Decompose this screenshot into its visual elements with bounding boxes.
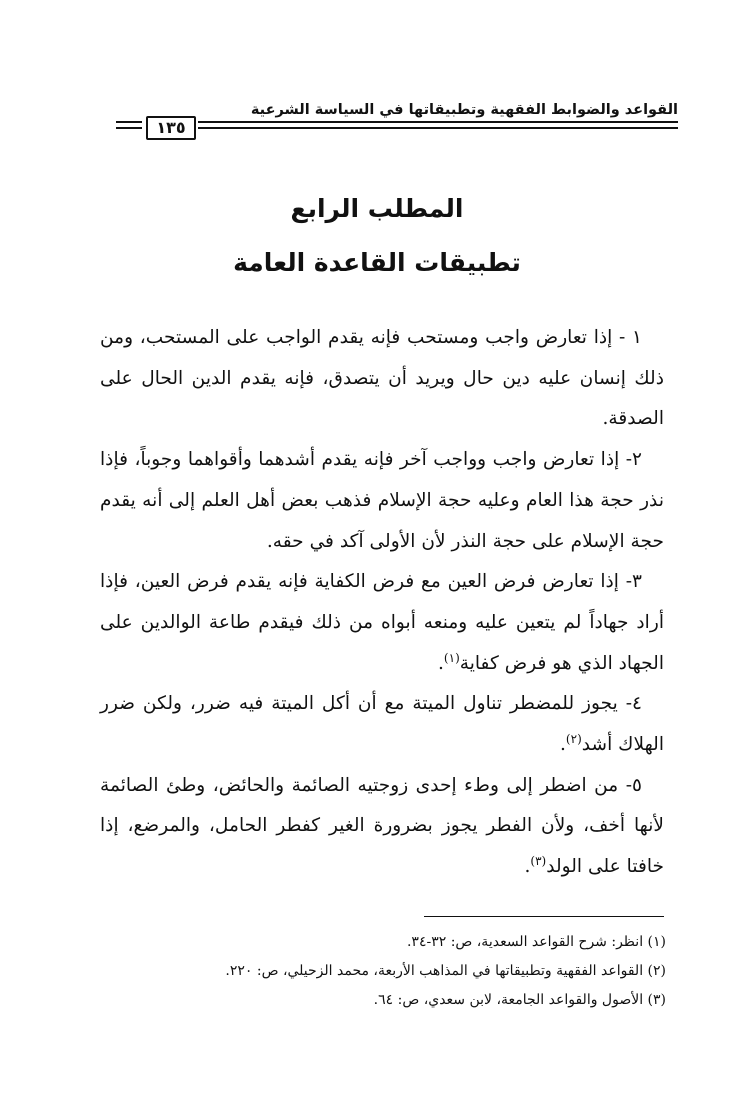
paragraph-end: . xyxy=(560,734,566,756)
footnote-ref: (٢) xyxy=(565,732,582,747)
footnotes xyxy=(120,928,666,1015)
paragraph xyxy=(100,562,664,684)
section-subheading: تطبيقات القاعدة العامة xyxy=(233,248,521,277)
paragraph-text: ١ - إذا تعارض واجب ومستحب فإنه يقدم الواجب على المستحب، ومن ذلك إنسان عليه دين حال ويريد أن يتصدق، فإنه يقدم الدين الحال على الصدقة. xyxy=(100,327,664,430)
footnote-ref: (٣) xyxy=(530,854,547,869)
paragraph xyxy=(100,318,664,440)
page-number: ١٣٥ xyxy=(146,116,196,140)
book-title: القواعد والضوابط الفقهية وتطبيقاتها في السياسة الشرعية xyxy=(250,102,678,118)
paragraph xyxy=(100,684,664,765)
footnote: (٣) الأصول والقواعد الجامعة، لابن سعدي، ص: ٦٤. xyxy=(373,992,666,1008)
footnote: (١) انظر: شرح القواعد السعدية، ص: ٣٢-٣٤. xyxy=(406,934,666,950)
header-rule-long-top xyxy=(198,121,678,123)
header-rule-long-bottom xyxy=(198,127,678,129)
footnote-ref: (١) xyxy=(443,650,460,665)
footnote-separator xyxy=(424,916,664,917)
paragraph xyxy=(100,766,664,888)
paragraph xyxy=(100,440,664,562)
paragraph-text: ٥- من اضطر إلى وطء إحدى زوجتيه الصائمة والحائض، وطئ الصائمة لأنها أخف، ولأن الفطر يجوز بضرورة الغير كفطر الحامل، والمرضع، إذا خافتا على الولد xyxy=(100,774,664,878)
paragraph-end: . xyxy=(438,652,444,674)
header-rule-short-bottom xyxy=(116,127,142,129)
paragraph-end: . xyxy=(524,856,531,878)
paragraph-text: ٣- إذا تعارض فرض العين مع فرض الكفاية فإنه يقدم فرض العين، فإذا أراد جهاداً لم يتعين عليه ومنعه أبواه من ذلك فيقدم طاعة الوالدين على الجهاد الذي هو فرض كفاية xyxy=(100,571,664,674)
paragraph-text: ٤- يجوز للمضطر تناول الميتة مع أن أكل الميتة فيه ضرر، ولكن ضرر الهلاك أشد xyxy=(100,693,664,756)
header-rule-short-top xyxy=(116,121,142,123)
paragraph-text: ٢- إذا تعارض واجب وواجب آخر فإنه يقدم أشدهما وأقواهما وجوباً، فإذا نذر حجة هذا العام وعليه حجة الإسلام فذهب بعض أهل العلم إلى أنه يقدم حجة الإسلام على حجة النذر لأن الأولى آكد في حقه. xyxy=(100,449,664,552)
running-header xyxy=(88,96,678,156)
body-text xyxy=(100,318,664,888)
section-heading: المطلب الرابع xyxy=(290,194,464,223)
footnote: (٢) القواعد الفقهية وتطبيقاتها في المذاهب الأربعة، محمد الزحيلي، ص: ٢٢٠. xyxy=(225,963,666,979)
